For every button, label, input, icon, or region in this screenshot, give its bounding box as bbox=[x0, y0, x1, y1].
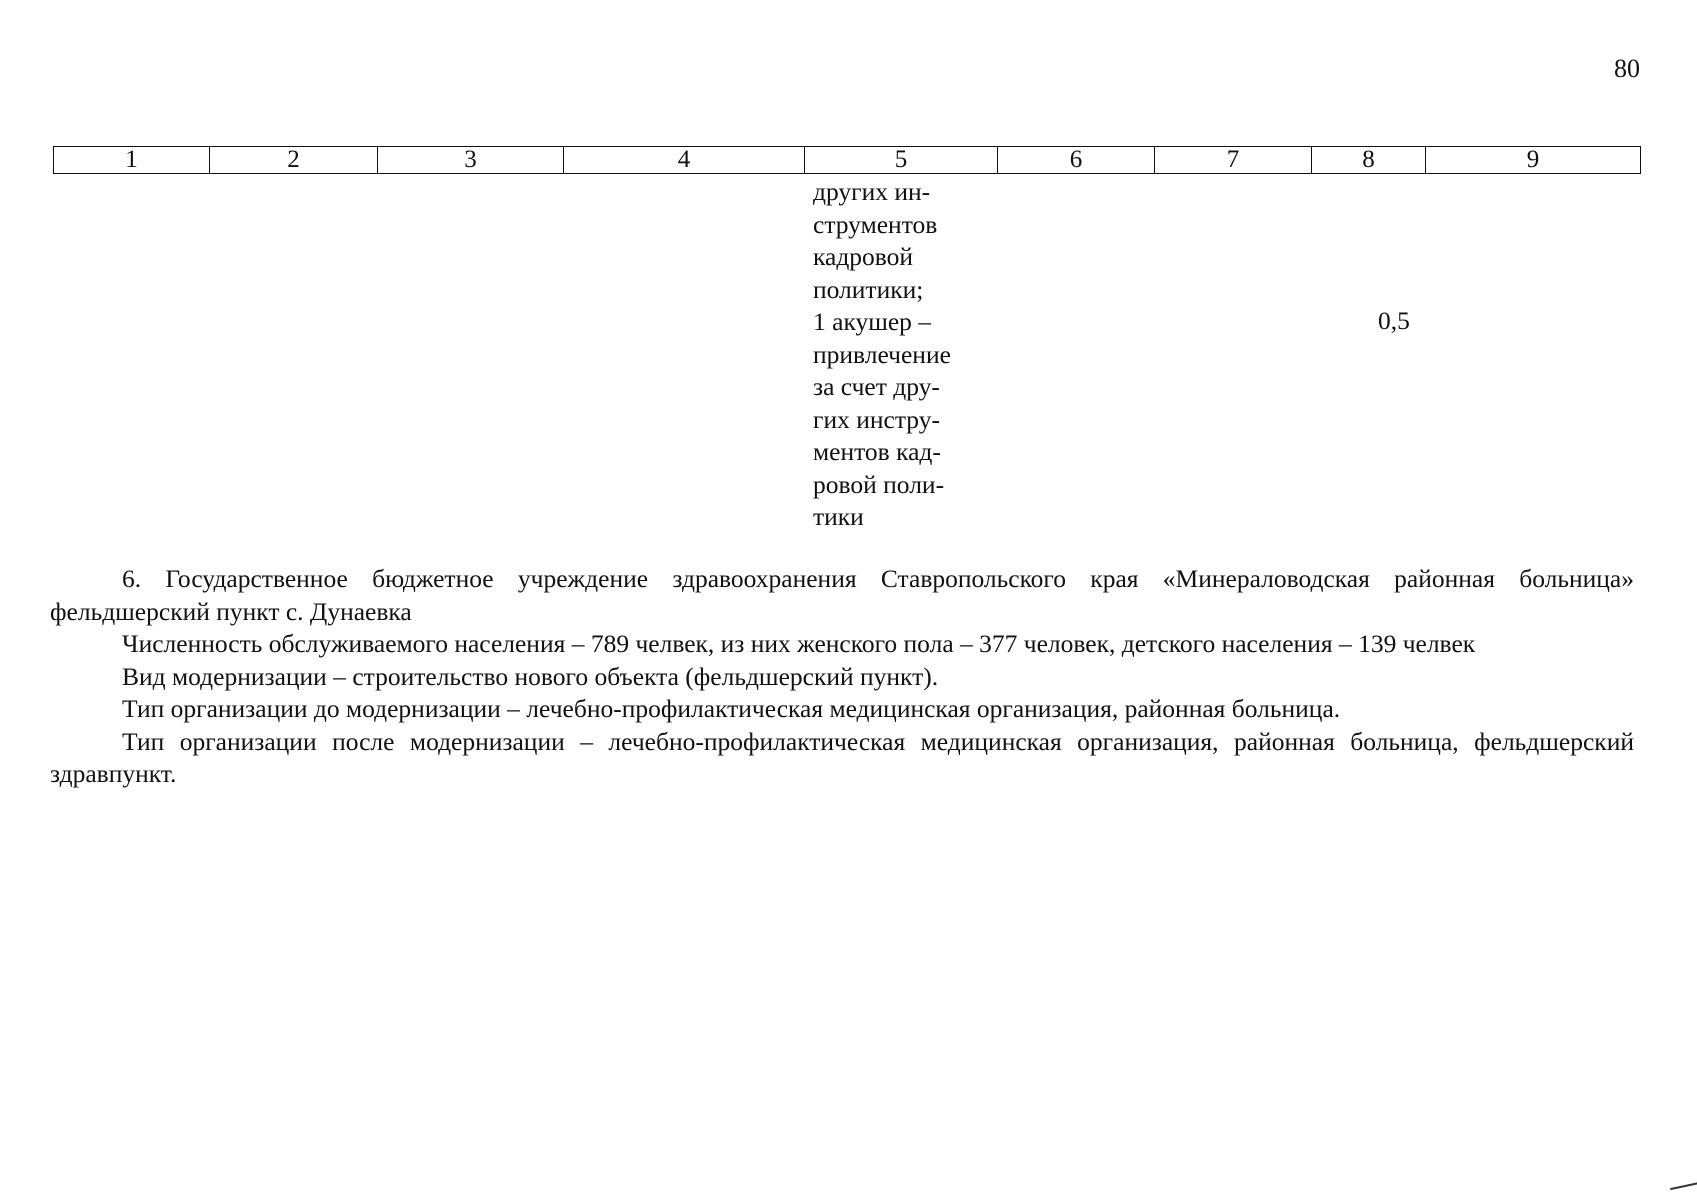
cell-line: ровой поли- bbox=[813, 469, 945, 499]
cell-line: политики; bbox=[813, 274, 924, 304]
column-number-1: 1 bbox=[54, 147, 210, 174]
cell-line: кадровой bbox=[813, 242, 914, 271]
cell-line: привлечение bbox=[813, 339, 951, 369]
column-number-6: 6 bbox=[998, 147, 1155, 174]
cell-line: за счет дру- bbox=[813, 372, 940, 401]
paragraph-institution: 6. Государственное бюджетное учреждение здравоохранения Ставропольского края «Минераловодская районная больница» фельдшерский пункт с. Дунаевка bbox=[50, 564, 1634, 626]
column-number-4: 4 bbox=[564, 147, 805, 174]
scan-artifact bbox=[1670, 1182, 1697, 1190]
paragraph-modernization-type: Вид модернизации – строительство нового объекта (фельдшерский пункт). bbox=[122, 661, 939, 691]
table-column-numbers-header bbox=[53, 146, 1641, 174]
column-number-3: 3 bbox=[378, 147, 564, 174]
column-number-2: 2 bbox=[210, 147, 378, 174]
column-number-7: 7 bbox=[1155, 147, 1312, 174]
column-number-5: 5 bbox=[805, 147, 998, 174]
cell-line: ментов кад- bbox=[813, 437, 941, 466]
table-row bbox=[54, 147, 1641, 174]
document-body bbox=[50, 563, 1634, 791]
table-cell-column-8: 0,5 bbox=[1378, 306, 1410, 335]
paragraph-population: Численность обслуживаемого населения – 789 челвек, из них женского пола – 377 человек, детского населения – 139 челвек bbox=[122, 629, 1476, 658]
cell-line: струментов bbox=[813, 209, 938, 239]
table-cell-column-5 bbox=[813, 176, 1013, 534]
cell-line: гих инстру- bbox=[813, 404, 940, 434]
cell-line: других ин- bbox=[813, 177, 931, 206]
column-number-8: 8 bbox=[1312, 147, 1426, 174]
column-number-9: 9 bbox=[1426, 147, 1641, 174]
page-number: 80 bbox=[1614, 54, 1640, 83]
cell-line: 1 акушер – bbox=[813, 307, 932, 336]
cell-line: тики bbox=[813, 502, 864, 531]
paragraph-org-type-after: Тип организации после модернизации – лечебно-профилактическая медицинская организация, районная больница, фельдшерский здравпункт. bbox=[50, 726, 1634, 788]
paragraph-org-type-before: Тип организации до модернизации – лечебно-профилактическая медицинская организация, районная больница. bbox=[122, 694, 1341, 723]
